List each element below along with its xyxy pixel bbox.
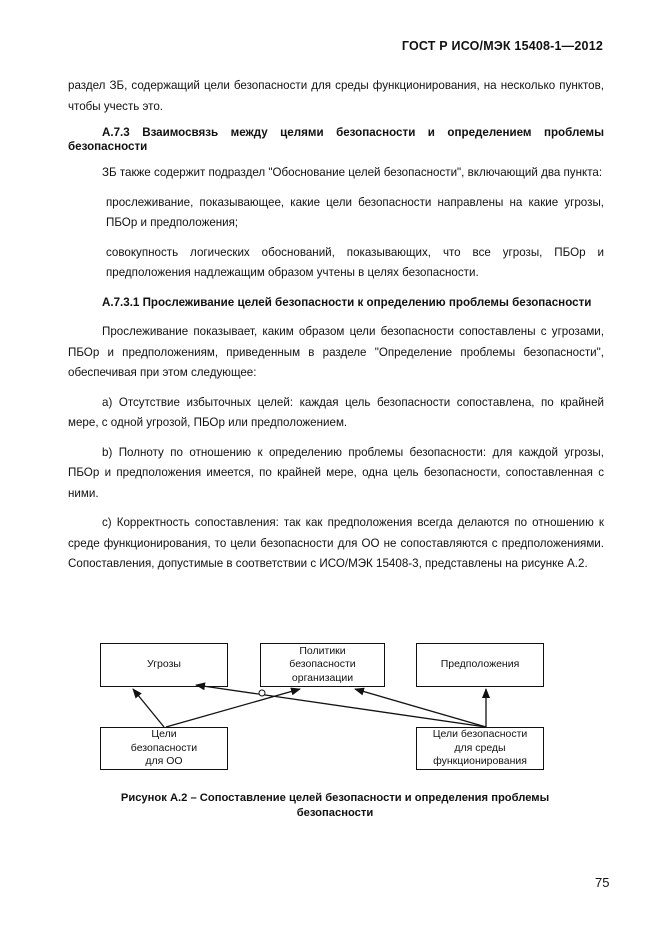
arrow-toe-to-policies (166, 689, 300, 727)
paragraph-item-b: b) Полноту по отношению к определению проблемы безопасности: для каждой угрозы, ПБОр и предположения имеется, по крайней мере, одна цель безопасности, сопоставленная с ними. (68, 445, 604, 500)
paragraph-item-a: а) Отсутствие избыточных целей: каждая цель безопасности сопоставлена, по крайней мере, с одной угрозой, ПБОр или предположением. (68, 395, 604, 429)
box-assumptions: Предположения (416, 643, 544, 687)
line-crossing-hop (259, 690, 265, 696)
paragraph-rationale: ЗБ также содержит подраздел "Обоснование целей безопасности", включающий два пункта: (102, 166, 603, 179)
document-header: ГОСТ Р ИСО/МЭК 15408-1—2012 (401, 39, 603, 53)
paragraph-intro: раздел ЗБ, содержащий цели безопасности для среды функционирования, на несколько пунктов, чтобы учесть это. (68, 79, 604, 113)
figure-caption: Рисунок А.2 – Сопоставление целей безопасности и определения проблемы безопасности (120, 792, 550, 819)
box-toe-objectives: Цели безопасности для ОО (100, 727, 228, 770)
section-heading-a731: А.7.3.1 Прослеживание целей безопасности к определению проблемы безопасности (102, 295, 592, 309)
section-heading-a73: А.7.3 Взаимосвязь между целями безопасности и определением проблемы безопасности (68, 126, 604, 153)
box-policies: Политики безопасности организации (260, 643, 385, 687)
paragraph-item-c: с) Корректность сопоставления: так как предположения всегда делаются по отношению к среде функционирования, то цели безопасности для ОО не сопоставляются с предположениями. Сопоставления, допустимые в соответствии с ИСО/МЭК 15408-3, представлены на рисунке А.2. (68, 516, 604, 570)
box-env-objectives: Цели безопасности для среды функционирования (416, 727, 544, 770)
box-threats: Угрозы (100, 643, 228, 687)
paragraph-tracing: Прослеживание показывает, каким образом цели безопасности сопоставлены с угрозами, ПБОр и предположениям, приведенным в разделе "Определение проблемы безопасности", обеспечивая при этом следующее: (68, 325, 604, 379)
list-item-tracing: прослеживание, показывающее, какие цели безопасности направлены на какие угрозы, ПБОр и предположения; (106, 195, 604, 229)
arrow-env-to-threats (196, 685, 486, 727)
page-number: 75 (595, 875, 610, 890)
arrow-toe-to-threats (133, 689, 164, 727)
body-text (68, 76, 604, 584)
arrow-env-to-policies (355, 689, 486, 727)
list-item-justification: совокупность логических обоснований, показывающих, что все угрозы, ПБОр и предположения надлежащим образом учтены в целях безопасности. (106, 245, 604, 279)
